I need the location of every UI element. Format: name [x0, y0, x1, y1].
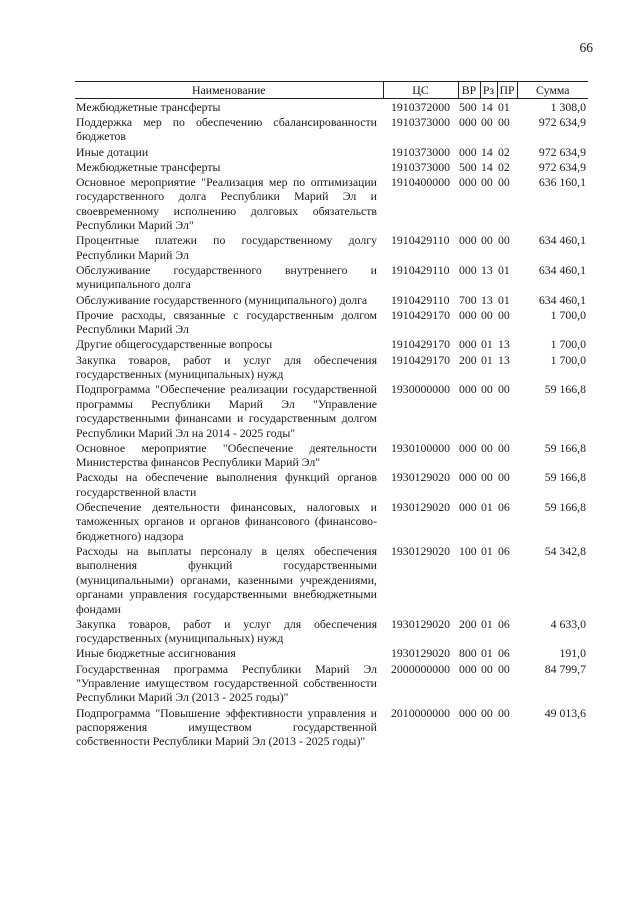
cell-name: Закупка товаров, работ и услуг для обеспечения государственных (муниципальных) нужд — [76, 352, 377, 382]
table-row — [75, 352, 588, 382]
table-row — [75, 499, 588, 543]
cell-sum: 972 634,9 — [538, 115, 586, 129]
cell-rz: 01 — [481, 646, 493, 661]
cell-sum: 49 013,6 — [544, 705, 586, 720]
cell-name: Обслуживание государственного внутреннего и муниципального долга — [76, 263, 377, 292]
cell-sum: 54 342,8 — [544, 543, 586, 558]
cell-pr: 13 — [498, 337, 510, 352]
header-name: Наименование — [75, 82, 383, 99]
cell-sum: 59 166,8 — [544, 470, 586, 485]
cell-rz: 00 — [481, 382, 493, 397]
cell-vr: 800 — [459, 646, 477, 661]
cell-vr: 000 — [459, 440, 477, 455]
cell-pr: 00 — [498, 440, 510, 455]
cell-rz: 00 — [481, 705, 493, 720]
cell-cs: 1930129020 — [391, 543, 450, 558]
cell-pr: 02 — [498, 159, 510, 174]
cell-cs: 2000000000 — [391, 661, 450, 676]
header-cs: ЦС — [383, 82, 458, 99]
cell-cs: 1910429170 — [391, 307, 450, 322]
cell-rz: 13 — [481, 263, 493, 278]
table-row — [75, 99, 588, 115]
cell-name: Межбюджетные трансферты — [76, 99, 221, 114]
cell-sum: 84 799,7 — [544, 661, 586, 676]
cell-cs: 1910373000 — [391, 115, 450, 129]
table-row — [75, 470, 588, 500]
cell-sum: 972 634,9 — [538, 159, 586, 174]
cell-pr: 00 — [498, 175, 510, 190]
cell-vr: 000 — [459, 382, 477, 397]
page-number: 66 — [579, 40, 593, 55]
cell-name: Подпрограмма "Повышение эффективности управления и распоряжения имуществом государственной собственности Республики Марий Эл (2013 - 2025 годы)" — [76, 705, 377, 749]
cell-vr: 000 — [459, 144, 477, 159]
table-row — [75, 381, 588, 439]
cell-vr: 000 — [459, 661, 477, 676]
cell-pr: 00 — [498, 382, 510, 397]
table-row — [75, 114, 588, 144]
cell-vr: 000 — [459, 233, 477, 248]
cell-sum: 59 166,8 — [544, 440, 586, 455]
cell-rz: 00 — [481, 175, 493, 190]
table-row — [75, 262, 588, 292]
cell-pr: 02 — [498, 144, 510, 159]
cell-pr: 06 — [498, 543, 510, 558]
cell-cs: 1930129020 — [391, 616, 450, 631]
cell-sum: 634 460,1 — [538, 263, 586, 278]
cell-pr: 00 — [498, 470, 510, 485]
cell-sum: 59 166,8 — [544, 382, 586, 397]
table-row — [75, 174, 588, 232]
cell-name: Другие общегосударственные вопросы — [76, 337, 273, 352]
cell-name: Иные бюджетные ассигнования — [76, 646, 236, 661]
cell-sum: 1 308,0 — [550, 99, 586, 114]
cell-vr: 100 — [459, 543, 477, 558]
header-pr: ПР — [497, 82, 517, 99]
cell-rz: 14 — [481, 159, 493, 174]
cell-rz: 00 — [481, 661, 493, 676]
cell-pr: 06 — [498, 499, 510, 514]
cell-vr: 000 — [459, 175, 477, 190]
cell-pr: 06 — [498, 616, 510, 631]
cell-rz: 00 — [481, 307, 493, 322]
table-row — [75, 337, 588, 352]
cell-rz: 00 — [481, 440, 493, 455]
table-row — [75, 159, 588, 174]
cell-vr: 000 — [459, 705, 477, 720]
cell-cs: 1910429110 — [391, 292, 450, 307]
cell-cs: 1910429110 — [391, 233, 450, 248]
cell-name: Иные дотации — [76, 144, 149, 159]
cell-cs: 1930000000 — [391, 382, 450, 397]
cell-name: Прочие расходы, связанные с государственным долгом Республики Марий Эл — [76, 307, 377, 337]
cell-pr: 01 — [498, 263, 510, 278]
table-row — [75, 307, 588, 337]
cell-vr: 000 — [459, 470, 477, 485]
cell-sum: 59 166,8 — [544, 499, 586, 514]
cell-cs: 1910429170 — [391, 337, 450, 352]
cell-rz: 14 — [481, 99, 493, 114]
cell-cs: 2010000000 — [391, 705, 450, 720]
cell-cs: 1910429170 — [391, 352, 450, 367]
cell-cs: 1910373000 — [391, 159, 450, 174]
table-header — [75, 82, 588, 99]
cell-name: Обеспечение деятельности финансовых, налоговых и таможенных органов и органов финансового (финансово-бюджетного) надзора — [76, 499, 377, 543]
cell-sum: 634 460,1 — [538, 233, 586, 248]
cell-cs: 1910400000 — [391, 175, 450, 190]
cell-sum: 4 633,0 — [550, 616, 586, 631]
cell-name: Межбюджетные трансферты — [76, 159, 221, 174]
cell-sum: 191,0 — [559, 646, 586, 661]
cell-vr: 000 — [459, 499, 477, 514]
cell-rz: 13 — [481, 292, 493, 307]
cell-pr: 00 — [498, 705, 510, 720]
table-row — [75, 543, 588, 616]
cell-sum: 636 160,1 — [538, 175, 586, 190]
cell-name: Обслуживание государственного (муниципального) долга — [76, 292, 368, 307]
cell-cs: 1930129020 — [391, 499, 450, 514]
cell-rz: 00 — [481, 233, 493, 248]
cell-pr: 00 — [498, 115, 510, 129]
cell-pr: 01 — [498, 99, 510, 114]
cell-rz: 01 — [481, 616, 493, 631]
cell-vr: 000 — [459, 307, 477, 322]
table-row — [75, 292, 588, 307]
cell-name: Закупка товаров, работ и услуг для обеспечения государственных (муниципальных) нужд — [76, 616, 377, 646]
cell-vr: 200 — [459, 616, 477, 631]
cell-name: Процентные платежи по государственному долгу Республики Марий Эл — [76, 233, 377, 262]
cell-pr: 06 — [498, 646, 510, 661]
cell-vr: 000 — [459, 115, 477, 129]
cell-name: Основное мероприятие "Реализация мер по оптимизации государственного долга Республики Марий Эл и своевременному исполнению долговых обязательств Республики Марий Эл" — [76, 175, 377, 233]
budget-table — [75, 81, 588, 749]
table-body — [75, 99, 588, 749]
cell-rz: 01 — [481, 352, 493, 367]
table-row — [75, 144, 588, 159]
header-rz: Рз — [480, 82, 497, 99]
cell-name: Государственная программа Республики Марий Эл "Управление имуществом государственной собственности Республики Марий Эл (2013 - 2025 годы)" — [76, 661, 377, 705]
cell-name: Расходы на выплаты персоналу в целях обеспечения выполнения функций государственными (муниципальными) органами, казенными учреждениями, органами управления государственными внебюджетными фондами — [76, 543, 377, 616]
table-row — [75, 705, 588, 749]
cell-pr: 01 — [498, 292, 510, 307]
cell-rz: 00 — [481, 115, 493, 129]
cell-sum: 1 700,0 — [550, 307, 586, 322]
cell-sum: 634 460,1 — [538, 292, 586, 307]
cell-rz: 00 — [481, 470, 493, 485]
cell-cs: 1930129020 — [391, 470, 450, 485]
cell-pr: 00 — [498, 661, 510, 676]
cell-cs: 1910372000 — [391, 99, 450, 114]
cell-vr: 000 — [459, 337, 477, 352]
cell-rz: 01 — [481, 337, 493, 352]
table-row — [75, 661, 588, 705]
cell-pr: 13 — [498, 352, 510, 367]
cell-sum: 1 700,0 — [550, 337, 586, 352]
cell-rz: 01 — [481, 543, 493, 558]
cell-name: Поддержка мер по обеспечению сбалансированности бюджетов — [76, 115, 377, 144]
cell-sum: 972 634,9 — [538, 144, 586, 159]
table-row — [75, 646, 588, 661]
cell-name: Расходы на обеспечение выполнения функций органов государственной власти — [76, 470, 377, 499]
cell-name: Подпрограмма "Обеспечение реализации государственной программы Республики Марий Эл "Управление государственными финансами и государственным долгом Республики Марий Эл на 2014 - 2025 годы" — [76, 382, 377, 440]
header-vr: ВР — [458, 82, 480, 99]
cell-rz: 01 — [481, 499, 493, 514]
header-sum: Сумма — [517, 82, 588, 99]
cell-cs: 1930129020 — [391, 646, 450, 661]
cell-vr: 700 — [459, 292, 477, 307]
cell-vr: 200 — [459, 352, 477, 367]
cell-pr: 00 — [498, 233, 510, 248]
cell-vr: 500 — [459, 159, 477, 174]
cell-cs: 1930100000 — [391, 440, 450, 455]
table-row — [75, 616, 588, 646]
cell-name: Основное мероприятие "Обеспечение деятельности Министерства финансов Республики Марий Эл" — [76, 440, 377, 470]
cell-pr: 00 — [498, 307, 510, 322]
table-row — [75, 440, 588, 470]
cell-cs: 1910373000 — [391, 144, 450, 159]
cell-cs: 1910429110 — [391, 263, 450, 278]
cell-vr: 000 — [459, 263, 477, 278]
cell-rz: 14 — [481, 144, 493, 159]
cell-vr: 500 — [459, 99, 477, 114]
table-row — [75, 233, 588, 263]
cell-sum: 1 700,0 — [550, 352, 586, 367]
